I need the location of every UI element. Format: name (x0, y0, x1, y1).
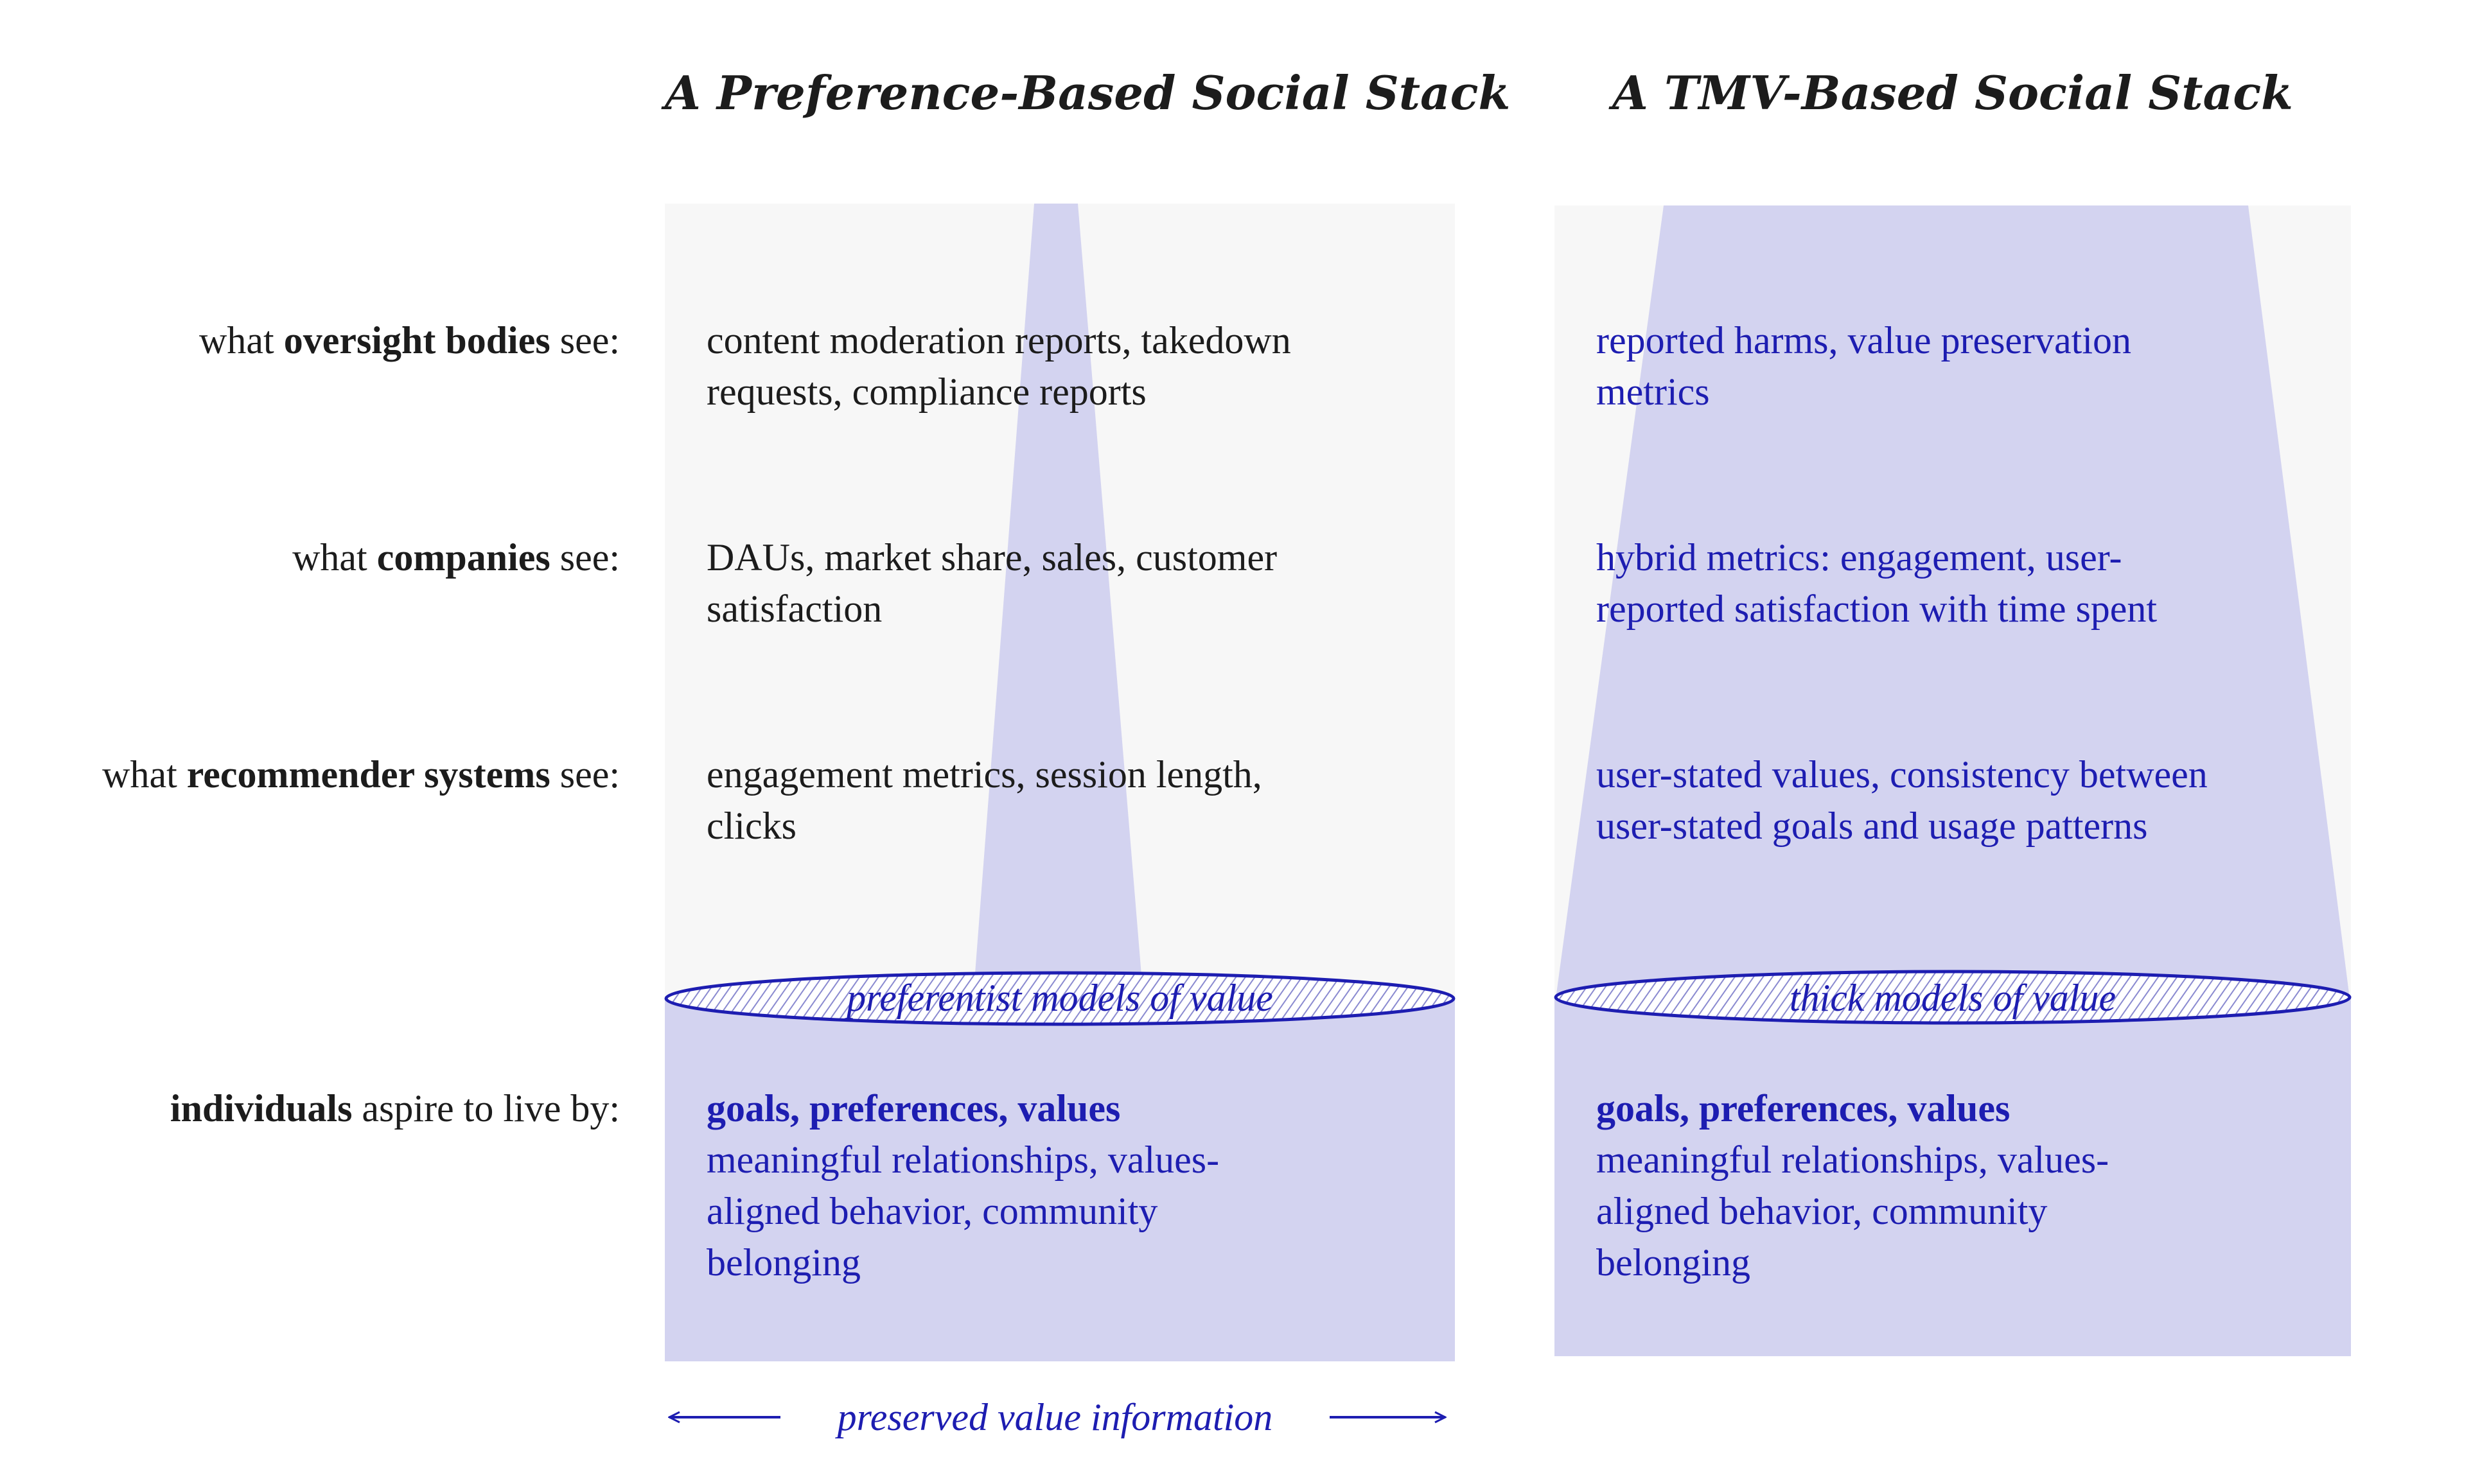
left-recommender-text: engagement metrics, session length, clicks (707, 753, 1262, 847)
left-individuals-text: goals, preferences, values meaningful relationships, values- aligned behavior, community belonging (707, 1087, 1220, 1284)
right-oversight-text: reported harms, value preservation metrics (1596, 319, 2131, 413)
row-label-recommender: what recommender systems see: (102, 753, 620, 796)
right-companies-text: hybrid metrics: engagement, user- reported satisfaction with time spent (1596, 536, 2158, 630)
left-oversight-text: content moderation reports, takedown requests, compliance reports (707, 319, 1291, 413)
left-companies-text: DAUs, market share, sales, customer satisfaction (707, 536, 1278, 630)
right-individuals-text: goals, preferences, values meaningful relationships, values- aligned behavior, community belonging (1596, 1087, 2109, 1284)
right-stack-title: A TMV-Based Social Stack (1612, 65, 2293, 120)
left-ellipse-label: preferentist models of value (847, 977, 1273, 1019)
left-stack-title: A Preference-Based Social Stack (665, 65, 1511, 120)
row-label-oversight: what oversight bodies see: (199, 319, 620, 362)
right-ellipse-label: thick models of value (1789, 977, 2117, 1019)
row-label-individuals: individuals aspire to live by: (170, 1087, 620, 1130)
right-recommender-text: user-stated values, consistency between user-stated goals and usage patterns (1596, 753, 2208, 847)
row-label-companies: what companies see: (292, 536, 620, 579)
preserved-value-caption: preserved value information (837, 1396, 1273, 1438)
